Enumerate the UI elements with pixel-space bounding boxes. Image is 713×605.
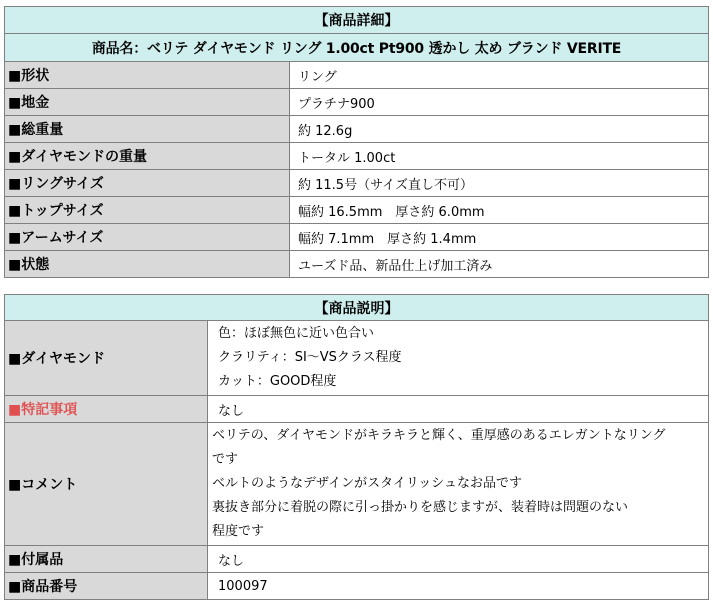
special-notes-value: なし: [208, 396, 709, 423]
comment-line: です: [212, 452, 239, 467]
comment-value: [208, 423, 709, 546]
table-row: [5, 62, 709, 89]
diamond-weight-value: トータル 1.00ct: [290, 143, 709, 170]
comment-line: 裏抜き部分に着脱の際に引っ掛かりを感じますが、装着時は問題のない: [212, 500, 629, 515]
accessories-label: ■付属品: [5, 546, 208, 573]
details-header: 【商品詳細】: [5, 7, 709, 34]
shape-value: リング: [290, 62, 709, 89]
condition-label: ■状態: [5, 251, 290, 278]
diamond-value: [208, 321, 709, 396]
top-size-value: 幅約 16.5mm 厚さ約 6.0mm: [290, 197, 709, 224]
table-row: [5, 423, 709, 546]
shape-label: ■形状: [5, 62, 290, 89]
accessories-value: なし: [208, 546, 709, 573]
diamond-color-line: 色：ほぼ無色に近い色合い: [218, 326, 375, 341]
table-row: [5, 89, 709, 116]
arm-size-value: 幅約 7.1mm 厚さ約 1.4mm: [290, 224, 709, 251]
ring-size-label: ■リングサイズ: [5, 170, 290, 197]
metal-label: ■地金: [5, 89, 290, 116]
comment-line: ベルトのようなデザインがスタイリッシュなお品です: [212, 476, 523, 491]
table-row: [5, 573, 709, 600]
product-name: 商品名：ベリテ ダイヤモンド リング 1.00ct Pt900 透かし 太め ブランド VERITE: [5, 34, 709, 62]
diamond-weight-label: ■ダイヤモンドの重量: [5, 143, 290, 170]
table-row: [5, 116, 709, 143]
table-row: [5, 396, 709, 423]
condition-value: ユーズド品、新品仕上げ加工済み: [290, 251, 709, 278]
table-row: [5, 170, 709, 197]
product-number-value: 100097: [208, 573, 709, 600]
diamond-clarity-line: クラリティ：SI～VSクラス程度: [218, 350, 402, 365]
arm-size-label: ■アームサイズ: [5, 224, 290, 251]
metal-value: プラチナ900: [290, 89, 709, 116]
table-row: [5, 321, 709, 396]
table-row: [5, 197, 709, 224]
ring-size-value: 約 11.5号（サイズ直し不可）: [290, 170, 709, 197]
special-notes-label: ■特記事項: [5, 396, 208, 423]
diamond-cut-line: カット：GOOD程度: [218, 374, 337, 389]
table-row: [5, 251, 709, 278]
total-weight-label: ■総重量: [5, 116, 290, 143]
description-header: 【商品説明】: [5, 295, 709, 321]
table-row: [5, 546, 709, 573]
comment-line: ベリテの、ダイヤモンドがキラキラと輝く、重厚感のあるエレガントなリング: [212, 428, 666, 443]
comment-label: ■コメント: [5, 423, 208, 546]
table-row: [5, 143, 709, 170]
table-row: [5, 224, 709, 251]
total-weight-value: 約 12.6g: [290, 116, 709, 143]
product-description-table: [4, 294, 709, 600]
diamond-label: ■ダイヤモンド: [5, 321, 208, 396]
top-size-label: ■トップサイズ: [5, 197, 290, 224]
comment-line: 程度です: [212, 524, 265, 539]
product-details-table: [4, 6, 709, 278]
product-number-label: ■商品番号: [5, 573, 208, 600]
